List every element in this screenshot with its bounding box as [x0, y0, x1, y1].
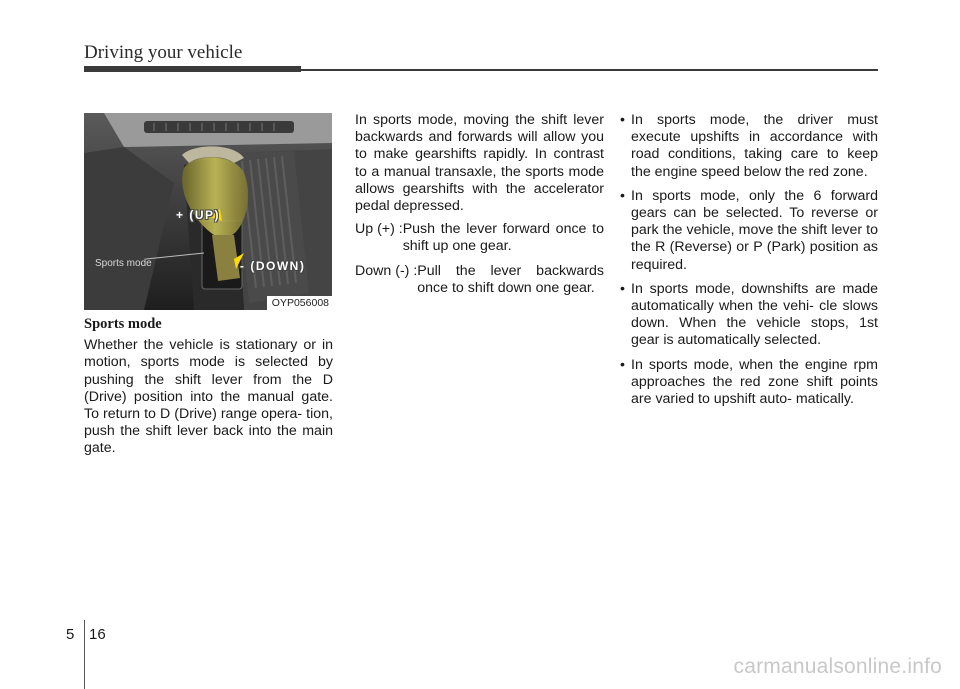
figure-code: OYP056008	[267, 296, 332, 310]
watermark-link[interactable]: carmanualsonline.info	[733, 655, 942, 678]
gear-shift-illustration	[84, 113, 332, 310]
section-heading: Sports mode	[84, 316, 162, 332]
bullet-icon: •	[620, 112, 625, 128]
page-header-title: Driving your vehicle	[84, 42, 243, 63]
bullet-item	[618, 112, 878, 181]
header-rule-thick	[84, 66, 301, 72]
bullet-icon: •	[620, 356, 625, 373]
column-3	[618, 112, 878, 415]
definition-description: Push the lever forward once to shift up one gear.	[402, 221, 604, 255]
sports-mode-callout: Sports mode	[95, 258, 152, 269]
bullet-icon: •	[620, 187, 625, 204]
bullet-text: In sports mode, when the engine rpm approaches the red zone shift points are varied to upshift auto- matically.	[631, 356, 878, 408]
bullet-item	[618, 188, 878, 274]
definition-up	[355, 221, 604, 255]
bullet-text: In sports mode, the driver must execute upshifts in accordance with road conditions, taking care to keep the engine speed below the red zone.	[631, 112, 878, 180]
definition-term: Down (-) :	[355, 262, 418, 279]
bullet-item	[618, 357, 878, 409]
bullet-item	[618, 281, 878, 350]
definition-description: Pull the lever backwards once to shift down one gear.	[417, 262, 604, 296]
definition-down	[355, 263, 604, 297]
chapter-number: 5	[66, 626, 75, 643]
column-2	[355, 112, 604, 304]
footer-divider	[84, 620, 85, 689]
column-1	[84, 316, 333, 458]
header-rule-thin	[301, 69, 878, 71]
upshift-label: + (UP)	[176, 208, 221, 222]
definition-term: Up (+) :	[355, 221, 403, 238]
page-number: 16	[89, 626, 106, 643]
paragraph-gearshift-intro: In sports mode, moving the shift lever backwards and forwards will allow you to make gearshifts rapidly. In contrast to a manual transaxle, the sports mode allows gearshifts with the accelerator pedal depressed.	[355, 112, 604, 215]
paragraph-sports-mode: Whether the vehicle is stationary or in motion, sports mode is selected by pushing the shift lever from the D (Drive) position into the manual gate. To return to D (Drive) range opera- tion, push the shift lever back into the main gate.	[84, 337, 333, 457]
bullet-text: In sports mode, only the 6 forward gears can be selected. To reverse or park the vehicle, move the shift lever to the R (Reverse) or P (Park) position as required.	[631, 187, 878, 273]
bullet-text: In sports mode, downshifts are made automatically when the vehi- cle slows down. When the vehicle stops, 1st gear is automatically selected.	[631, 280, 878, 349]
downshift-label: - (DOWN)	[240, 259, 306, 273]
bullet-icon: •	[620, 280, 625, 297]
